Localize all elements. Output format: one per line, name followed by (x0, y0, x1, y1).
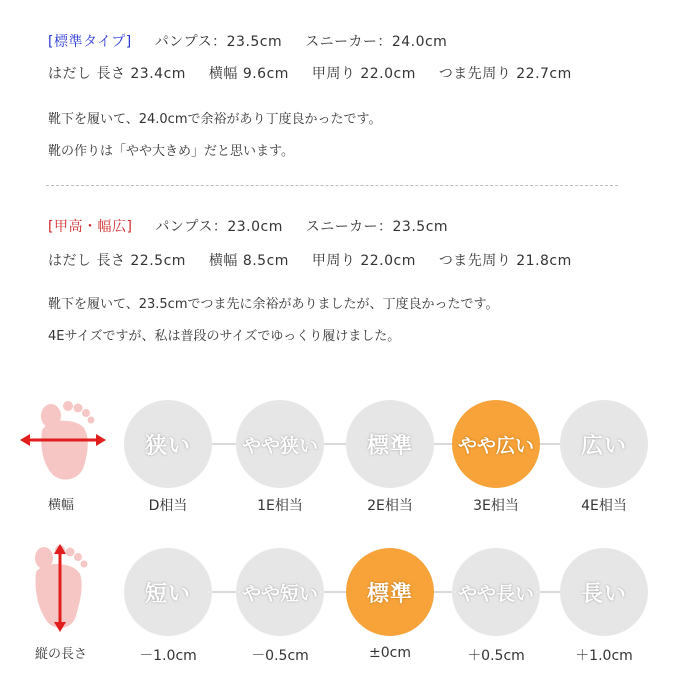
section2-measurements (48, 250, 572, 270)
length-option-long: 長い (560, 548, 648, 636)
length-sub-slightly-short: －0.5cm (251, 648, 309, 664)
width-sub-wide: 4E相当 (581, 498, 627, 514)
section2-comment2: 4Eサイズですが、私は普段のサイズでゆっくり履けました。 (48, 329, 401, 344)
section2-toe: つま先周り 21.8cm (438, 253, 572, 269)
section1-instep: 甲周り 22.0cm (311, 66, 416, 82)
length-sub-long: ＋1.0cm (575, 648, 633, 664)
length-option-slightly-long: やや長い (452, 548, 540, 636)
length-option-standard: 標準 (346, 548, 434, 636)
section1-comment2: 靴の作りは「やや大きめ」だと思います。 (48, 144, 294, 159)
section1-sneaker: スニーカー：24.0cm (305, 34, 448, 50)
section1-tag: [標準タイプ] (48, 34, 132, 50)
width-option-slightly-wide: やや広い (452, 400, 540, 488)
section1-comment1: 靴下を履いて、24.0cmで余裕があり丁度良かったです。 (48, 112, 382, 127)
width-scale (0, 394, 680, 524)
section1-sizes (48, 31, 447, 51)
section2-width: 横幅 8.5cm (208, 253, 289, 269)
foot-length-icon (22, 542, 102, 634)
section2-sizes (48, 216, 448, 236)
section1-measurements (48, 63, 572, 83)
section1-toe: つま先周り 22.7cm (438, 66, 572, 82)
section1-barefoot-length: はだし 長さ 23.4cm (48, 66, 186, 82)
width-option-standard: 標準 (346, 400, 434, 488)
width-sub-slightly-wide: 3E相当 (473, 498, 519, 514)
width-sub-slightly-narrow: 1E相当 (257, 498, 303, 514)
section2-barefoot-length: はだし 長さ 22.5cm (48, 253, 186, 269)
section2-comment1: 靴下を履いて、23.5cmでつま先に余裕がありましたが、丁度良かったです。 (48, 297, 499, 312)
length-scale (0, 542, 680, 672)
length-sub-slightly-long: ＋0.5cm (467, 648, 525, 664)
length-option-slightly-short: やや短い (236, 548, 324, 636)
width-sub-narrow: D相当 (148, 498, 188, 514)
section1-width: 横幅 9.6cm (208, 66, 289, 82)
length-sub-standard: ±0cm (369, 645, 411, 661)
width-option-narrow: 狭い (124, 400, 212, 488)
width-sub-standard: 2E相当 (367, 498, 413, 514)
foot-width-icon (18, 396, 108, 482)
width-option-slightly-narrow: やや狭い (236, 400, 324, 488)
section-divider (46, 185, 618, 186)
width-icon-label: 横幅 (47, 498, 74, 513)
length-option-short: 短い (124, 548, 212, 636)
section2-sneaker: スニーカー：23.5cm (305, 219, 449, 235)
section2-tag: [甲高・幅広] (48, 219, 133, 235)
section1-pumps: パンプス：23.5cm (154, 34, 283, 50)
section2-pumps: パンプス：23.0cm (155, 219, 283, 235)
length-icon-label: 縦の長さ (34, 647, 87, 662)
length-sub-short: －1.0cm (139, 648, 197, 664)
section2-instep: 甲周り 22.0cm (311, 253, 416, 269)
width-option-wide: 広い (560, 400, 648, 488)
